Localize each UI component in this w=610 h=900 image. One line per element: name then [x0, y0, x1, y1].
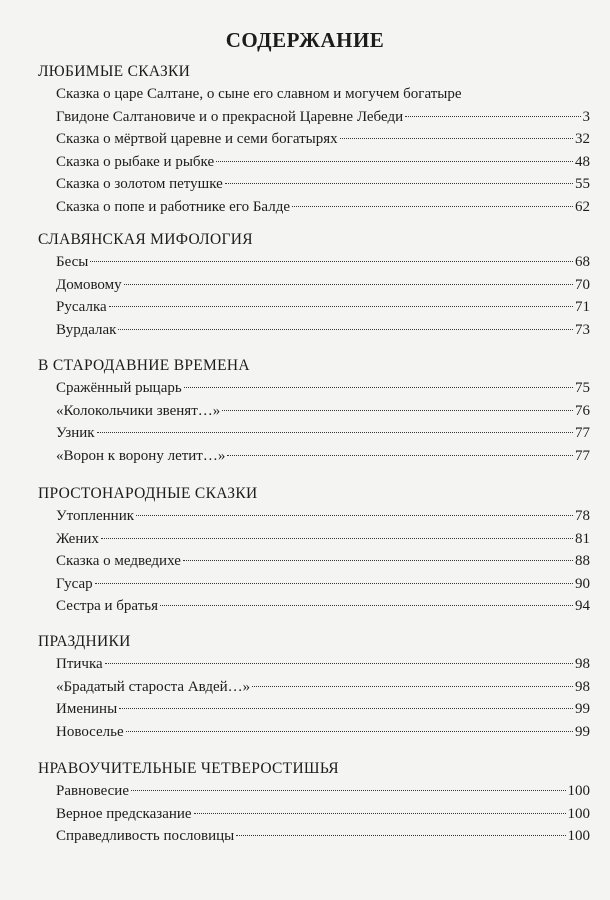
- toc-entry[interactable]: [56, 505, 590, 528]
- entry-title: Верное предсказание: [56, 805, 192, 822]
- toc-entry[interactable]: [56, 196, 590, 219]
- dot-leader: [222, 410, 573, 411]
- dot-leader: [90, 261, 573, 262]
- dot-leader: [126, 731, 573, 732]
- toc-entry[interactable]: [56, 595, 590, 618]
- entry-title: Сказка о золотом петушке: [56, 176, 223, 193]
- entry-page: 98: [575, 656, 590, 672]
- dot-leader: [184, 387, 573, 388]
- entry-page: 99: [575, 723, 590, 740]
- entry-title: Сражённый рыцарь: [56, 380, 182, 396]
- entry-page: 75: [575, 380, 590, 396]
- entry-page: 100: [567, 805, 590, 822]
- entry-title: Справедливость пословицы: [56, 828, 235, 845]
- toc-entry[interactable]: [56, 676, 590, 699]
- dot-leader: [194, 813, 566, 814]
- toc-entry[interactable]: [56, 721, 590, 744]
- dot-leader: [292, 206, 573, 207]
- entry-page: 3: [582, 108, 590, 125]
- entry-page: 88: [575, 553, 590, 570]
- dot-leader: [136, 515, 573, 516]
- entry-page: 98: [575, 678, 590, 695]
- entry-page: 76: [575, 402, 590, 419]
- dot-leader: [252, 686, 573, 687]
- entry-title: Сестра и братья: [56, 598, 158, 615]
- entry-title: Птичка: [56, 656, 103, 672]
- section-holidays: [38, 631, 590, 743]
- entry-title: Гвидоне Салтановиче и о прекрасной Царевне Лебеди: [56, 108, 404, 125]
- toc-entry[interactable]: [56, 698, 590, 721]
- entry-page: 68: [575, 254, 590, 270]
- dot-leader: [216, 161, 573, 162]
- section-olden-times: [38, 355, 590, 467]
- entry-page: 100: [567, 783, 590, 799]
- entry-title: Сказка о медведихе: [56, 553, 181, 570]
- dot-leader: [109, 306, 573, 307]
- entry-page: 77: [575, 447, 590, 464]
- entry-page: 32: [575, 131, 590, 148]
- page-title: СОДЕРЖАНИЕ: [225, 28, 385, 52]
- entry-title: Домовому: [56, 276, 122, 293]
- section-heading: НРАВОУЧИТЕЛЬНЫЕ ЧЕТВЕРОСТИШЬЯ: [38, 760, 339, 777]
- entry-title: Гусар: [56, 575, 93, 592]
- section-folk-tales: [38, 483, 590, 618]
- entry-title: «Ворон к ворону летит…»: [56, 447, 226, 464]
- entry-page: 90: [575, 575, 590, 592]
- entry-title-line: Сказка о царе Салтане, о сыне его славном и могучем богатыре: [56, 86, 462, 102]
- entry-page: 73: [575, 321, 590, 338]
- dot-leader: [118, 329, 573, 330]
- toc-entry[interactable]: [56, 128, 590, 151]
- dot-leader: [97, 432, 573, 433]
- entry-page: 77: [575, 425, 590, 442]
- section-slavic-mythology: [38, 229, 590, 341]
- entry-title: Бесы: [56, 254, 89, 270]
- toc-entry[interactable]: [56, 780, 590, 803]
- section-moral-quatrains: [38, 758, 590, 848]
- entry-title: Сказка о рыбаке и рыбке: [56, 153, 215, 170]
- entry-page: 55: [575, 176, 590, 193]
- entry-title: Новоселье: [56, 723, 124, 740]
- entry-page: 78: [575, 508, 590, 524]
- toc-entry[interactable]: [56, 400, 590, 423]
- entry-page: 71: [575, 299, 590, 316]
- entry-title: Утопленник: [56, 508, 135, 524]
- entry-page: 70: [575, 276, 590, 293]
- toc-entry[interactable]: [56, 296, 590, 319]
- entry-title: «Колокольчики звенят…»: [56, 402, 221, 419]
- dot-leader: [119, 708, 573, 709]
- toc-entry[interactable]: [56, 653, 590, 676]
- entry-title: Русалка: [56, 299, 107, 316]
- section-heading: ПРАЗДНИКИ: [38, 633, 131, 650]
- toc-entry[interactable]: [56, 825, 590, 848]
- toc-entry[interactable]: [56, 445, 590, 468]
- dot-leader: [160, 605, 573, 606]
- section-heading: СЛАВЯНСКАЯ МИФОЛОГИЯ: [38, 231, 253, 248]
- section-favorite-tales: [38, 61, 590, 219]
- entry-page: 81: [575, 530, 590, 547]
- toc-entry[interactable]: [56, 550, 590, 573]
- toc-entry[interactable]: [56, 173, 590, 196]
- dot-leader: [405, 116, 580, 117]
- entry-page: 48: [575, 153, 590, 170]
- section-heading: ЛЮБИМЫЕ СКАЗКИ: [38, 63, 191, 80]
- entry-title: Сказка о попе и работнике его Балде: [56, 198, 290, 215]
- entry-page: 100: [567, 828, 590, 845]
- entry-title: Жених: [56, 530, 99, 547]
- dot-leader: [227, 455, 573, 456]
- toc-entry[interactable]: [56, 377, 590, 400]
- entry-title: Равновесие: [56, 783, 129, 799]
- dot-leader: [131, 790, 566, 791]
- entry-title: Сказка о мёртвой царевне и семи богатырях: [56, 131, 338, 148]
- dot-leader: [236, 835, 565, 836]
- entry-page: 99: [575, 701, 590, 718]
- dot-leader: [101, 538, 573, 539]
- section-heading: ПРОСТОНАРОДНЫЕ СКАЗКИ: [38, 485, 258, 502]
- entry-page: 62: [575, 198, 590, 215]
- toc-entry[interactable]: [56, 151, 590, 174]
- toc-entry[interactable]: [56, 573, 590, 596]
- toc-entry[interactable]: [56, 803, 590, 826]
- dot-leader: [95, 583, 573, 584]
- toc-entry[interactable]: [56, 106, 590, 129]
- entry-title: Именины: [56, 701, 118, 718]
- dot-leader: [124, 284, 573, 285]
- toc-entry[interactable]: [56, 251, 590, 274]
- entry-page: 94: [575, 598, 590, 615]
- dot-leader: [340, 138, 573, 139]
- section-heading: В СТАРОДАВНИЕ ВРЕМЕНА: [38, 357, 250, 374]
- entry-title: «Брадатый староста Авдей…»: [56, 678, 251, 695]
- toc-entry[interactable]: [56, 422, 590, 445]
- toc-entry[interactable]: [56, 528, 590, 551]
- dot-leader: [183, 560, 573, 561]
- toc-entry[interactable]: [56, 274, 590, 297]
- dot-leader: [225, 183, 573, 184]
- entry-title: Узник: [56, 425, 95, 442]
- toc-entry[interactable]: [56, 319, 590, 342]
- dot-leader: [105, 663, 573, 664]
- entry-title: Вурдалак: [56, 321, 117, 338]
